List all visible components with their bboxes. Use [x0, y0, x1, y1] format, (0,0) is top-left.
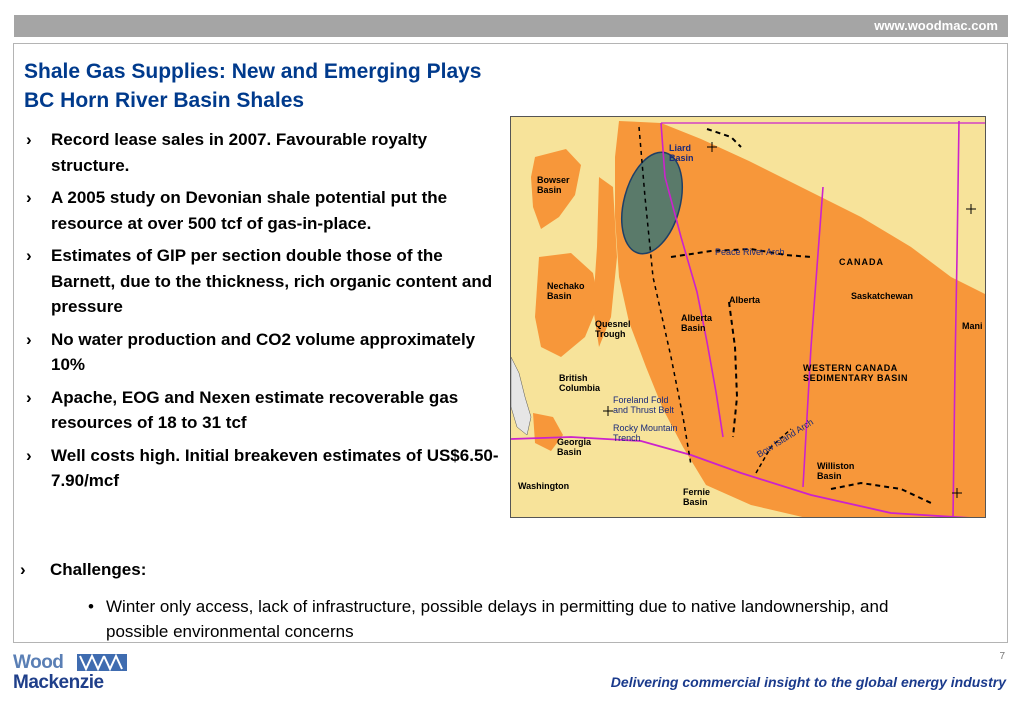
label-quesnel-trough: Quesnel Trough	[595, 319, 631, 339]
chevron-icon: ›	[26, 445, 32, 465]
label-canada: CANADA	[839, 257, 884, 267]
label-bowser-basin: Bowser Basin	[537, 175, 570, 195]
label-liard-basin: Liard Basin	[669, 143, 694, 163]
bullet-item	[26, 127, 502, 178]
top-bar	[14, 15, 1008, 37]
label-nechako-basin: Nechako Basin	[547, 281, 585, 301]
title-line-1: Shale Gas Supplies: New and Emerging Plays	[24, 60, 482, 83]
bullet-dot-icon: •	[88, 597, 94, 616]
label-georgia-basin: Georgia Basin	[557, 437, 592, 457]
label-wcsb: WESTERN CANADA SEDIMENTARY BASIN	[803, 363, 909, 383]
crosshair-marker	[966, 204, 976, 214]
label-washington: Washington	[518, 481, 570, 491]
map-graphic	[511, 117, 986, 518]
label-bow-island-arch: Bow Island Arch	[755, 416, 816, 460]
chevron-icon: ›	[26, 246, 32, 265]
chevron-icon: ›	[26, 329, 32, 349]
bullet-item	[26, 327, 502, 378]
chevron-icon: ›	[26, 188, 32, 207]
bullet-list	[26, 127, 502, 501]
challenges-label: Challenges:	[50, 560, 147, 579]
label-manitoba: Mani	[962, 321, 983, 331]
label-williston-basin: Williston Basin	[817, 461, 855, 481]
label-rocky-mountain-trench: Rocky Mountain Trench	[613, 423, 678, 443]
coastal-islands	[511, 357, 531, 435]
logo-word-wood: Wood	[13, 652, 64, 673]
website-url[interactable]: www.woodmac.com	[874, 18, 998, 33]
bullet-text: Record lease sales in 2007. Favourable royalty structure.	[51, 130, 428, 175]
title-line-2: BC Horn River Basin Shales	[24, 89, 305, 112]
slide-title	[24, 57, 481, 115]
bullet-text: Estimates of GIP per section double those of the Barnett, due to the thickness, rich organic content and pressure	[51, 246, 493, 316]
challenges-heading	[20, 560, 146, 580]
chevron-icon: ›	[26, 130, 32, 149]
page-number: 7	[999, 651, 1005, 662]
bullet-item	[26, 243, 502, 320]
nechako-area	[535, 253, 599, 357]
chevron-icon: ›	[20, 560, 26, 579]
chevron-icon: ›	[26, 387, 32, 407]
bullet-text: Well costs high. Initial breakeven estimates of US$6.50-7.90/mcf	[51, 445, 499, 490]
label-british-columbia: British Columbia	[559, 373, 601, 393]
challenge-text: Winter only access, lack of infrastructure, possible delays in permitting due to native landownership, and possible environmental concerns	[106, 597, 889, 641]
label-peace-river-arch: Peace River Arch	[715, 247, 785, 257]
bullet-text: A 2005 study on Devonian shale potential put the resource at over 500 tcf of gas-in-place.	[51, 188, 448, 233]
logo-w-icon	[77, 654, 127, 671]
label-alberta: Alberta	[729, 295, 761, 305]
logo-word-mackenzie: Mackenzie	[13, 672, 104, 693]
label-saskatchewan: Saskatchewan	[851, 291, 914, 301]
bullet-item	[26, 185, 502, 236]
bullet-item	[26, 443, 502, 494]
crosshair-marker	[603, 406, 613, 416]
bullet-text: No water production and CO2 volume approximately 10%	[51, 329, 476, 374]
bullet-text: Apache, EOG and Nexen estimate recoverable gas resources of 18 to 31 tcf	[51, 387, 459, 432]
challenge-item	[84, 594, 914, 644]
label-foreland-belt: Foreland Fold and Thrust Belt	[613, 395, 674, 415]
company-logo	[13, 652, 128, 696]
label-fernie-basin: Fernie Basin	[683, 487, 711, 507]
footer-tagline: Delivering commercial insight to the global energy industry	[610, 674, 1006, 690]
basin-map	[510, 116, 986, 518]
bullet-item	[26, 385, 502, 436]
label-alberta-basin: Alberta Basin	[681, 313, 713, 333]
